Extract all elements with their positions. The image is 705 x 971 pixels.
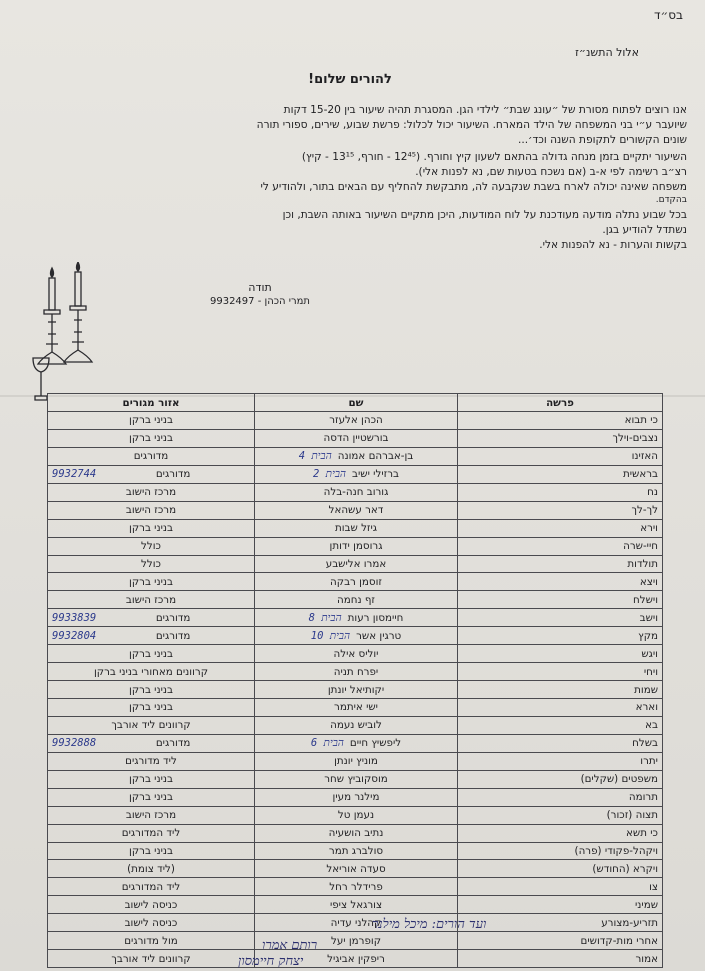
cell-parasha: בשלח [458,734,663,752]
body-line: נשתדל להודיע בגן. [602,224,687,236]
handwritten-name: רותם אמרו [262,938,318,953]
cell-parasha: יתרו [458,752,663,770]
table-row [48,591,663,609]
area-text: בניני ברקן [129,791,173,804]
family-name: ברזילי ישיב [352,468,399,481]
handwritten-house-note: הבית 2 [313,468,347,481]
table-row [48,950,663,968]
cell-parasha: נצבים-וילך [458,429,663,447]
cell-parasha: תצוה (זכור) [458,806,663,824]
family-name: גורוב חנה-בלה [323,486,389,499]
area-text: בניני ברקן [129,844,173,857]
cell-name [255,806,458,824]
table-row [48,645,663,663]
cell-area [48,663,255,681]
body-line: בכל שבוע נתלה מודעה מעודכנת על לוח המודעות, היכן מתקיים השיעור באותה השבת, וכן [282,209,687,221]
area-text: ליד מדורגים [125,755,177,768]
area-text: קרוונים ליד אורבך [111,952,191,965]
cell-name [255,770,458,788]
cell-area [48,896,255,914]
cell-name [255,483,458,501]
cell-area [48,447,255,465]
cell-area [48,645,255,663]
body-line: בהקדם. [655,195,687,205]
cell-area [48,734,255,752]
area-text: מדורגים [155,611,191,624]
cell-parasha: בא [458,716,663,734]
table-row [48,842,663,860]
area-text: מדורגים [133,450,169,463]
cell-area [48,699,255,717]
family-name: קהלני עדיה [330,916,382,929]
area-text: כולל [141,540,161,553]
area-text: מדורגים [155,737,191,750]
cell-name [255,429,458,447]
cell-parasha: מקץ [458,627,663,645]
body-line: בקשות והערות - נא להפנות אלי. [539,239,687,251]
cell-parasha: האזינו [458,447,663,465]
cell-parasha: ויקהל-פקודי (פרה) [458,842,663,860]
family-name: לוביש נעמה [330,719,382,732]
family-name: זוסמן רבקה [330,575,382,588]
cell-area [48,860,255,878]
table-row [48,716,663,734]
cell-name [255,645,458,663]
cell-name [255,860,458,878]
table-row [48,537,663,555]
cell-name [255,591,458,609]
cell-area [48,412,255,430]
handwritten-house-note: הבית 10 [310,629,351,642]
body-line: שונים הקשורים לתקופת השנה וכד׳... [517,134,687,146]
table-row [48,429,663,447]
family-name: גרוסמן ידותן [329,540,383,553]
cell-name [255,734,458,752]
area-text: בניני ברקן [129,522,173,535]
table-row [48,806,663,824]
area-text: כניסה לישוב [124,916,178,929]
cell-parasha: צו [458,878,663,896]
body-line: השיעור יתקיים בזמן מנחה גדולה בהתאם לשעון קיץ וחורף. (12⁴⁵ - חורף, 13¹⁵ - קיץ) [301,151,687,163]
cell-parasha: כי תשא [458,824,663,842]
table-row [48,788,663,806]
table-row [48,860,663,878]
cell-name [255,699,458,717]
cell-parasha: ויגש [458,645,663,663]
area-text: בניני ברקן [129,647,173,660]
cell-area [48,752,255,770]
handwritten-phone: 9932744 [52,468,97,481]
area-text: בניני ברקן [129,773,173,786]
cell-parasha: ויצא [458,573,663,591]
family-name: יוליס אילה [333,647,379,660]
cell-name [255,842,458,860]
schedule-table [47,393,663,968]
table-row [48,555,663,573]
letter-date: אלול התשנ״ז [575,46,639,59]
area-text: מרכז הישוב [125,504,177,517]
cell-area [48,429,255,447]
cell-area [48,537,255,555]
cell-parasha: כי תבוא [458,412,663,430]
family-name: ליפשיץ חיים [349,737,402,750]
family-name: ישי איתמר [334,701,378,714]
handwritten-phone: 9932804 [52,629,97,642]
table-row [48,734,663,752]
schedule-body [48,412,663,968]
table-row [48,770,663,788]
cell-name [255,447,458,465]
cell-area [48,878,255,896]
cell-parasha: ויקרא (החודש) [458,860,663,878]
cell-name [255,896,458,914]
table-row [48,896,663,914]
family-name: חיימסון רעות [347,611,404,624]
cell-name [255,627,458,645]
cell-name [255,501,458,519]
handwritten-committee: ועד הורים: מיכל מילנר [372,917,487,932]
cell-name [255,555,458,573]
greeting-heading: להורים שלום! [308,72,392,87]
family-name: אמרו אלישבע [325,557,387,570]
family-name: נתיב הושעיה [328,827,384,840]
cell-parasha: משפטים (שקלים) [458,770,663,788]
family-name: מוניץ יונתן [334,755,378,768]
area-text: בניני ברקן [129,432,173,445]
area-text: מדורגים [155,468,191,481]
handwritten-house-note: הבית 6 [310,737,344,750]
handwritten-phone: 9932888 [52,737,97,750]
table-row [48,932,663,950]
cell-area [48,609,255,627]
table-row [48,447,663,465]
family-name: סולברג תמר [328,844,384,857]
table-row [48,573,663,591]
family-name: ריפקין אביגיל [327,952,385,965]
cell-name [255,752,458,770]
table-row [48,483,663,501]
table-row [48,609,663,627]
cell-name [255,878,458,896]
area-text: כולל [141,557,161,570]
table-row [48,699,663,717]
cell-parasha: וארא [458,699,663,717]
cell-area [48,842,255,860]
table-header-row [48,394,663,412]
area-text: בניני ברקן [129,683,173,696]
cell-parasha: נח [458,483,663,501]
cell-parasha: בראשית [458,465,663,483]
family-name: גיזל שבות [334,522,378,535]
family-name: מילנר מעין [332,791,380,804]
area-text: ליד המדורגים [121,880,181,893]
cell-parasha: אמור [458,950,663,968]
area-text: ליד המדורגים [121,827,181,840]
col-header-parasha: פרשה [458,394,663,412]
table-row [48,878,663,896]
cell-name [255,663,458,681]
area-text: בניני ברקן [129,414,173,427]
cell-name [255,716,458,734]
table-row [48,465,663,483]
area-text: מרכז הישוב [125,486,177,499]
thanks-text: תודה [248,281,272,294]
handwritten-house-note: הבית 4 [298,450,332,463]
cell-area [48,627,255,645]
family-name: מוסקוביץ שחר [324,773,388,786]
area-text: בניני ברקן [129,575,173,588]
cell-parasha: תולדות [458,555,663,573]
cell-parasha: אחרי מות-קדושים [458,932,663,950]
cell-name [255,573,458,591]
family-name: יפרח תניה [333,665,379,678]
bsd-mark: בס״ד [653,8,683,22]
family-name: בן-אברהם אמונה [337,450,414,463]
cell-area [48,501,255,519]
area-text: מדורגים [155,629,191,642]
cell-parasha: ויחי [458,663,663,681]
area-text: מול מדורגים [124,934,178,947]
table-row [48,519,663,537]
family-name: זף נחמה [337,593,375,606]
cell-area [48,824,255,842]
col-header-area: אזור מגורים [48,394,255,412]
cell-area [48,770,255,788]
body-line: רצ״ב רשימה לפי א-ב (אם נשכח בטעות שם, נא לפנות אלי). [415,166,687,178]
signer-text: תמרי הכהן - 9932497 [209,296,310,307]
family-name: סעדה אוריאל [326,862,386,875]
col-header-name: שם [255,394,458,412]
family-name: דאר עשהאל [328,504,384,517]
cell-area [48,716,255,734]
cell-parasha: וירא [458,519,663,537]
cell-name [255,412,458,430]
family-name: טרגין אשר [356,629,402,642]
family-name: פרידלר רחל [329,880,383,893]
cell-name [255,537,458,555]
family-name: צורגאל ציפי [329,898,383,911]
area-text: מרכז הישוב [125,809,177,822]
cell-area [48,573,255,591]
cell-area [48,950,255,968]
table-row [48,681,663,699]
body-line: שיועבר ע״י בני המשפחה של הילד המארח. השיעור יכול לכלול: פרשת שבוע, שירים, ספורי תורה [256,119,687,131]
cell-area [48,806,255,824]
cell-area [48,788,255,806]
body-line: משפחה שאינה יכולה לארח בשבת שנקבעה לה, מתבקשת להחליף עם הבאים בתור, ולהודיע לי [260,181,687,193]
handwritten-phone: 9933839 [52,611,97,624]
cell-name [255,465,458,483]
shabbat-candles-icon [30,262,100,410]
cell-parasha: וישלח [458,591,663,609]
cell-parasha: תזריע-מצורע [458,914,663,932]
cell-area [48,591,255,609]
area-text: מרכז הישוב [125,593,177,606]
cell-name [255,609,458,627]
cell-area [48,681,255,699]
cell-area [48,465,255,483]
cell-name [255,519,458,537]
cell-area [48,932,255,950]
body-line: אנו רוצים לפתוח מסורת של ״עונג שבת״ לילדי הגן. המסגרת תהיה שיעור בין 15-20 דקות [283,104,687,116]
cell-parasha: וישב [458,609,663,627]
table-row [48,914,663,932]
cell-area [48,519,255,537]
area-text: (ליד צומת) [127,862,175,875]
area-text: בניני ברקן [129,701,173,714]
handwritten-house-note: הבית 8 [308,611,342,624]
cell-area [48,914,255,932]
family-name: קופרמן יעל [330,934,382,947]
handwritten-name: יצחק חיימסון [238,954,304,969]
cell-area [48,483,255,501]
table-row [48,627,663,645]
cell-parasha: שמיני [458,896,663,914]
area-text: קרוונים מאחורי בניני ברקן [93,665,208,678]
cell-parasha: לך-לך [458,501,663,519]
cell-name [255,824,458,842]
cell-parasha: חיי-שרה [458,537,663,555]
family-name: נעמן טל [337,809,375,822]
cell-name [255,681,458,699]
cell-parasha: תרומה [458,788,663,806]
area-text: כניסה לישוב [124,898,178,911]
table-row [48,412,663,430]
cell-parasha: שמות [458,681,663,699]
family-name: יקותיאל יונתן [327,683,385,696]
area-text: קרוונים ליד אורבך [111,719,191,732]
family-name: בורשטיין הדסה [323,432,389,445]
table-row [48,752,663,770]
cell-area [48,555,255,573]
cell-name [255,788,458,806]
table-row [48,824,663,842]
table-row [48,663,663,681]
table-row [48,501,663,519]
family-name: הכהן אלעזר [329,414,383,427]
